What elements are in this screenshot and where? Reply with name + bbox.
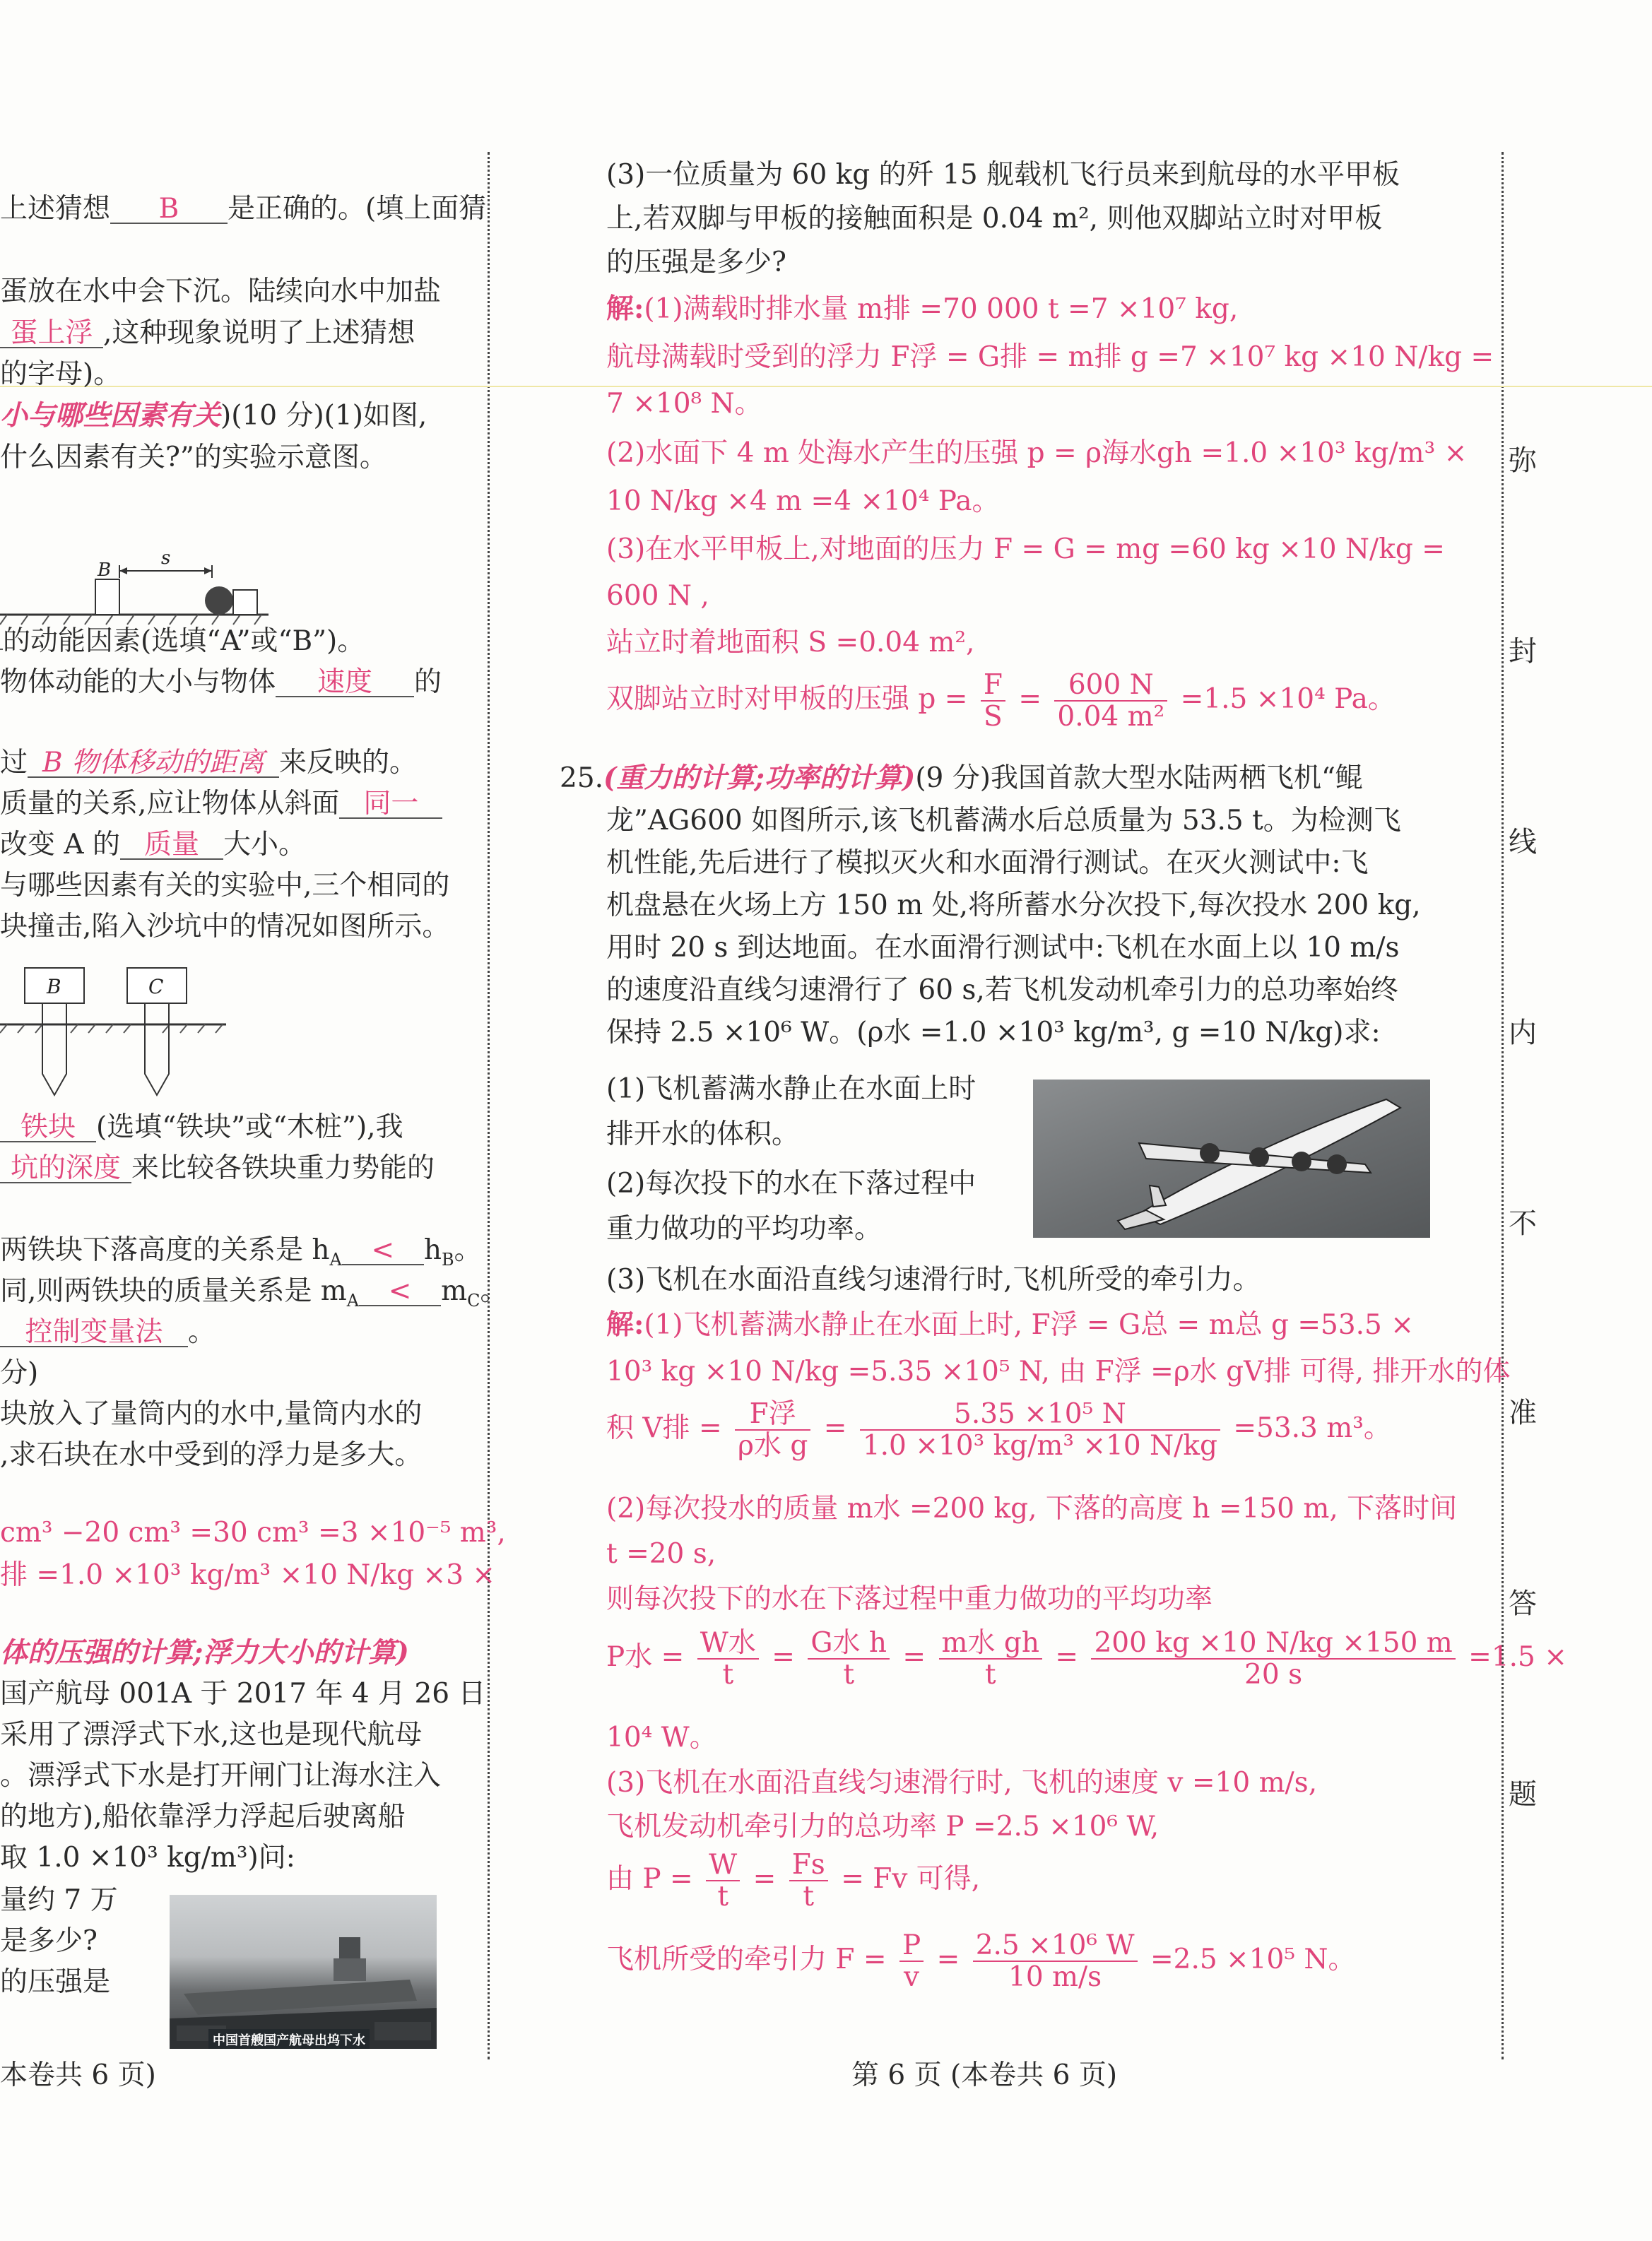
left-line-26: 采用了漂浮式下水,这也是现代航母 (0, 1719, 423, 1751)
answer-blank: 质量 (120, 831, 223, 860)
kinetic-energy-figure (0, 551, 283, 629)
solution-line-7: 600 N , (606, 580, 709, 612)
solution-line-8: 站立时着地面积 S =0.04 m², (606, 627, 975, 658)
left-line-20: 块放入了量筒内的水中,量筒内水的 (0, 1398, 423, 1430)
q25-solution-line-2: 10³ kg ×10 N/kg =5.35 ×10⁵ N, 由 F浮 =ρ水 gV排 可得, 排开水的体 (606, 1356, 1511, 1388)
left-line-28: 的地方),船依靠浮力浮起后驶离船 (0, 1801, 406, 1833)
q24-part3-line-2: 上,若双脚与甲板的接触面积是 0.04 m², 则他双脚站立时对甲板 (606, 203, 1383, 235)
left-line-15: 坑的深度 来比较各铁块重力势能的 (0, 1154, 435, 1183)
left-line-27: 。漂浮式下水是打开闸门让海水注入 (0, 1760, 442, 1792)
solution-line-4: (2)水面下 4 m 处海水产生的压强 p = ρ海水gh =1.0 ×10³ kg/m³ × (606, 437, 1468, 469)
left-line-11: 改变 A 的 质量 大小。 (0, 829, 306, 861)
left-line-30: 量约 7 万 (0, 1884, 118, 1916)
margin-char-6: 准 (1509, 1397, 1537, 1429)
q25-line-7: 保持 2.5 ×10⁶ W。(ρ水 =1.0 ×10³ kg/m³, g =10 N/kg)求: (606, 1017, 1381, 1048)
margin-char-7: 答 (1509, 1587, 1537, 1620)
aircraft-carrier-photo (170, 1895, 437, 2049)
answer-blank: B (110, 195, 228, 224)
left-line-16: 两铁块下落高度的关系是 $h_A < h_B$。 (0, 1234, 482, 1270)
left-line-29: 取 1.0 ×10³ kg/m³)问: (0, 1842, 295, 1874)
solution-line-1: 解:(1)满载时排水量 m排 =70 000 t =7 ×10⁷ kg, (606, 292, 1239, 325)
solution-line-6: (3)在水平甲板上,对地面的压力 F = G = mg =60 kg ×10 N/kg = (606, 533, 1445, 565)
q25-line-5: 用时 20 s 到达地面。在水面滑行测试中:飞机在水面上以 10 m/s (606, 932, 1400, 964)
left-line-19: 分) (0, 1357, 39, 1389)
figure-label-b: B (98, 560, 112, 581)
left-line-10: 质量的关系,应让物体从斜面 同一 (0, 790, 442, 819)
answer-blank: 控制变量法 (0, 1318, 188, 1347)
answer-blank: B 物体移动的距离 (28, 749, 279, 778)
q25-line-11: 重力做功的平均功率。 (606, 1213, 883, 1245)
margin-char-4: 内 (1509, 1017, 1537, 1049)
left-line-7: 的动能因素(选填“A”或“B”)。 (0, 627, 365, 655)
q25-line-12: (3)飞机在水面沿直线匀速滑行时,飞机所受的牵引力。 (606, 1264, 1261, 1296)
q25-line-9: 排开水的体积。 (606, 1118, 800, 1150)
q25-line-10: (2)每次投下的水在下落过程中 (606, 1168, 977, 1200)
answer-blank: < (359, 1277, 441, 1306)
left-line-13: 块撞击,陷入沙坑中的情况如图所示。 (0, 911, 450, 942)
gravity-potential-figure (0, 961, 240, 1102)
left-line-31: 是多少? (0, 1925, 98, 1957)
binding-line (1501, 152, 1504, 2059)
solution-line-2: 航母满载时受到的浮力 F浮 = G排 = m排 g =7 ×10⁷ kg ×10 N/kg = (606, 341, 1494, 373)
left-line-6: 什么因素有关?”的实验示意图。 (0, 442, 387, 473)
left-line-21: ,求石块在水中受到的浮力是多大。 (0, 1439, 423, 1471)
left-line-4: 的字母)。 (0, 358, 122, 390)
solution-line-3: 7 ×10⁸ N。 (606, 388, 762, 420)
left-line-2: 蛋放在水中会下沉。陆续向水中加盐 (0, 276, 442, 307)
answer-blank: < (342, 1236, 424, 1265)
margin-char-3: 线 (1509, 826, 1537, 858)
figure-label-b: B (47, 975, 61, 998)
q25-solution-line-12: 飞机所受的牵引力 F = $\frac{P}{v}$ = $\frac{\text{2.5 ×10⁶ W}}{10 m/s}$ =2.5 ×10⁵ N。 (606, 1929, 1356, 1993)
q25-line-6: 的速度沿直线匀速滑行了 60 s,若飞机发动机牵引力的总功率始终 (606, 974, 1398, 1006)
answer-blank: 同一 (339, 790, 442, 819)
q25-solution-line-1: 解:(1)飞机蓄满水静止在水面上时, F浮 = G总 = m总 g =53.5 × (606, 1308, 1414, 1341)
solution-line-9: 双脚站立时对甲板的压强 p = $\frac{F}{S}$ = $\frac{600 N}{\text{0.04 m²}}$ =1.5 ×10⁴ Pa。 (606, 669, 1396, 733)
ag600-aircraft-photo (1033, 1080, 1430, 1238)
q25-line-1: 25.(重力的计算;功率的计算)(9 分)我国首款大型水陆两栖飞机“鲲 (560, 762, 1363, 794)
left-footer: 本卷共 6 页) (0, 2059, 156, 2091)
q25-line-2: 龙”AG600 如图所示,该飞机蓄满水后总质量为 53.5 t。为检测飞 (606, 805, 1401, 836)
left-line-22: cm³ −20 cm³ =30 cm³ =3 ×10⁻⁵ m³, (0, 1517, 506, 1549)
left-line-5: 小与哪些因素有关)(10 分)(1)如图, (0, 399, 427, 432)
figure-label-c: C (148, 975, 164, 998)
answer-blank: 速度 (276, 668, 414, 697)
answer-blank: 坑的深度 (0, 1154, 131, 1183)
q25-solution-line-4: (2)每次投水的质量 m水 =200 kg, 下落的高度 h =150 m, 下落时间 (606, 1493, 1458, 1525)
column-divider (488, 152, 490, 2059)
q25-solution-line-7: P水 = $\frac{\text{W水}}{t}$ = $\frac{\text{G水 h}}{t}$ = $\frac{\text{m水 gh}}{t}$ = $\frac{200 kg \times 10 N/kg \times 150 m}{20 s}$ =1.5 × (606, 1627, 1567, 1691)
q25-line-8: (1)飞机蓄满水静止在水面上时 (606, 1073, 977, 1105)
left-line-9: 过 B 物体移动的距离 来反映的。 (0, 747, 418, 779)
left-line-25: 国产航母 001A 于 2017 年 4 月 26 日 (0, 1678, 486, 1710)
left-line-17: 同,则两铁块的质量关系是 $m_A < m_C$。 (0, 1275, 508, 1311)
answer-blank: 铁块 (0, 1113, 96, 1142)
q25-solution-line-3: 积 V排 = $\frac{\text{F浮}}{\text{ρ水 g}}$ = $\frac{\text{5.35 ×10⁵ N}}{\text{1.0 ×10³ kg/m³ ×10 N/kg}}$ =53.3 m³。 (606, 1398, 1391, 1462)
left-line-23: 排 =1.0 ×10³ kg/m³ ×10 N/kg ×3 × (0, 1559, 496, 1591)
margin-char-8: 题 (1509, 1778, 1537, 1811)
left-line-32: 的压强是 (0, 1966, 111, 1998)
photo-caption: 中国首艘国产航母出坞下水 (208, 2029, 370, 2049)
left-line-18: 控制变量法 。 (0, 1318, 216, 1347)
answer-blank: 蛋上浮 (0, 319, 103, 348)
left-line-1: 上述猜想 B 是正确的。(填上面猜 (0, 193, 487, 225)
left-line-12: 与哪些因素有关的实验中,三个相同的 (0, 870, 450, 901)
left-line-24: 体的压强的计算;浮力大小的计算) (0, 1636, 409, 1669)
figure-label-s: s (161, 551, 171, 569)
q25-solution-line-10: 飞机发动机牵引力的总功率 P =2.5 ×10⁶ W, (606, 1811, 1160, 1843)
margin-char-2: 封 (1509, 635, 1537, 668)
scan-line (0, 386, 1652, 387)
q25-line-4: 机盘悬在火场上方 150 m 处,将所蓄水分次投下,每次投水 200 kg, (606, 889, 1421, 921)
left-line-3: 蛋上浮 ,这种现象说明了上述猜想 (0, 319, 415, 348)
q25-solution-line-11: 由 P = $\frac{W}{t}$ = $\frac{Fs}{t}$ = Fv 可得, (606, 1849, 981, 1912)
left-line-8: 物体动能的大小与物体 速度 的 (0, 666, 442, 698)
left-line-14: 铁块 (选填“铁块”或“木桩”),我 (0, 1113, 403, 1142)
margin-char-1: 弥 (1509, 444, 1537, 477)
q25-line-3: 机性能,先后进行了模拟灭火和水面滑行测试。在灭火测试中:飞 (606, 847, 1369, 879)
q25-solution-line-9: (3)飞机在水面沿直线匀速滑行时, 飞机的速度 v =10 m/s, (606, 1767, 1318, 1799)
page-footer: 第 6 页 (本卷共 6 页) (851, 2059, 1118, 2091)
margin-char-5: 不 (1509, 1207, 1537, 1240)
q24-part3-line-3: 的压强是多少? (606, 247, 786, 278)
q25-solution-line-6: 则每次投下的水在下落过程中重力做功的平均功率 (606, 1583, 1213, 1615)
q25-solution-line-5: t =20 s, (606, 1538, 716, 1570)
solution-line-5: 10 N/kg ×4 m =4 ×10⁴ Pa。 (606, 485, 1000, 517)
q24-part3-line-1: (3)一位质量为 60 kg 的歼 15 舰载机飞行员来到航母的水平甲板 (606, 159, 1400, 191)
q25-solution-line-8: 10⁴ W。 (606, 1722, 717, 1754)
